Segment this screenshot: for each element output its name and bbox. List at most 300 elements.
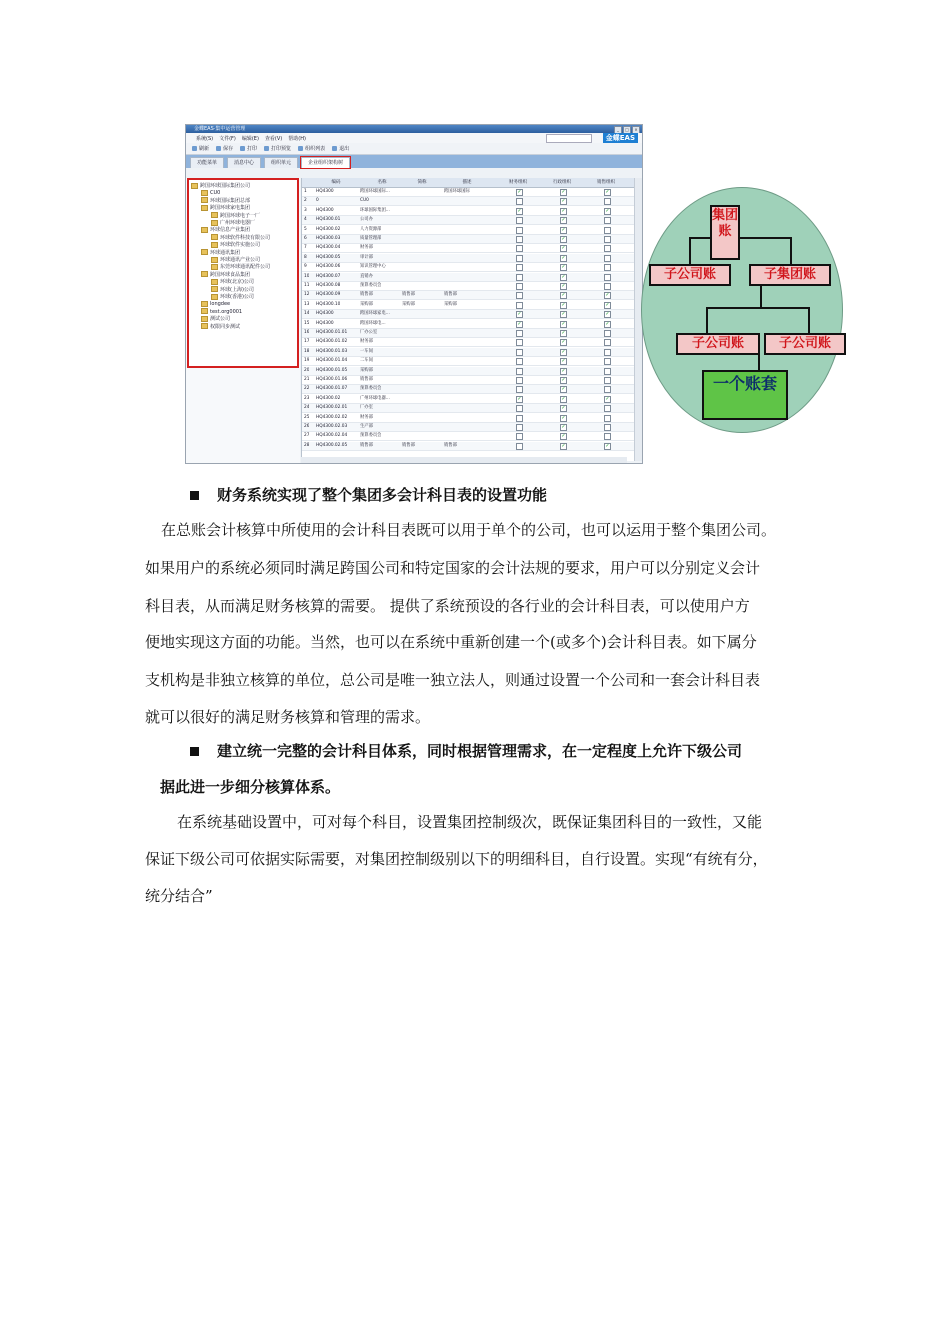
table-row[interactable] — [302, 254, 635, 263]
code-cell: HQ4300.01.06 — [316, 377, 348, 382]
save-icon — [216, 146, 221, 151]
row-number: 8 — [304, 254, 307, 260]
checkbox[interactable] — [516, 292, 523, 299]
checkbox[interactable]: ✓ — [561, 207, 566, 214]
checkbox[interactable] — [516, 405, 523, 412]
name-cell: 公司办 — [360, 217, 373, 223]
folder-icon — [211, 242, 218, 248]
code-cell: 0 — [316, 198, 319, 204]
table-row[interactable] — [302, 395, 635, 404]
tab-message-center[interactable]: 消息中心 — [227, 157, 261, 168]
exit-button[interactable] — [332, 145, 349, 152]
org-list-label: 组织列表 — [305, 146, 326, 152]
checkbox[interactable] — [516, 302, 523, 309]
column-header[interactable]: 简称 — [417, 180, 427, 185]
code-cell: HQ4300.01.03 — [316, 348, 348, 354]
checkbox[interactable]: ✓ — [561, 405, 566, 412]
name-cell: 财务部 — [360, 245, 373, 251]
tree-node[interactable] — [201, 323, 240, 331]
checkbox[interactable] — [516, 274, 523, 281]
code-cell: HQ4300.06 — [316, 264, 341, 270]
checkbox[interactable]: ✓ — [561, 311, 566, 318]
tree-node-label: 环球信息产业集团 — [210, 227, 251, 234]
table-row[interactable] — [302, 273, 635, 282]
brand-logo: 金蝶EAS — [603, 133, 638, 143]
menu-bar — [186, 133, 642, 143]
checkbox[interactable] — [516, 358, 523, 365]
menu-help[interactable]: 帮助(H) — [288, 135, 306, 142]
checkbox[interactable] — [604, 217, 611, 224]
column-header[interactable]: 销售组织 — [597, 180, 615, 185]
name-cell: 跨国环球家电... — [360, 311, 390, 317]
name-cell: 跨国环球国际... — [360, 189, 390, 194]
code-cell: HQ4300.01.01 — [316, 330, 348, 335]
checkbox[interactable] — [516, 283, 523, 290]
checkbox[interactable] — [516, 339, 523, 346]
code-cell: HQ4300.02.01 — [316, 405, 348, 411]
checkbox[interactable]: ✓ — [605, 311, 610, 318]
connector — [689, 237, 691, 265]
table-row[interactable] — [302, 310, 635, 319]
checkbox[interactable]: ✓ — [561, 217, 566, 224]
checkbox[interactable]: ✓ — [561, 301, 566, 308]
table-row[interactable] — [302, 432, 635, 441]
name-cell: 生产部 — [360, 424, 373, 429]
checkbox[interactable]: ✓ — [561, 198, 566, 205]
checkbox[interactable]: ✓ — [605, 320, 610, 327]
checkbox[interactable] — [604, 358, 611, 365]
preview-icon — [264, 146, 269, 151]
checkbox[interactable] — [604, 386, 611, 393]
toolbar — [186, 143, 642, 155]
window-titlebar — [186, 125, 642, 133]
table-row[interactable] — [302, 376, 635, 385]
row-number: 22 — [304, 386, 310, 392]
column-header[interactable]: 名称 — [377, 180, 387, 185]
checkbox[interactable] — [516, 415, 523, 422]
heading-2 — [190, 742, 742, 761]
org-tree — [187, 178, 299, 368]
row-number: 1 — [304, 189, 307, 194]
checkbox[interactable]: ✓ — [605, 207, 610, 214]
name-cell: 人力资源部 — [360, 226, 382, 232]
checkbox[interactable] — [604, 424, 611, 431]
row-number: 9 — [304, 264, 307, 270]
row-number: 4 — [304, 217, 307, 223]
checkbox[interactable]: ✓ — [561, 424, 566, 430]
print-icon — [240, 146, 245, 151]
tree-node-label: 测试公司 — [210, 316, 231, 323]
checkbox[interactable]: ✓ — [517, 189, 522, 195]
checkbox[interactable] — [516, 349, 523, 356]
checkbox[interactable] — [604, 227, 611, 234]
square-bullet-icon — [190, 747, 199, 756]
code-cell: HQ4300.01.05 — [316, 367, 348, 373]
checkbox[interactable]: ✓ — [605, 301, 610, 308]
checkbox[interactable]: ✓ — [605, 292, 610, 299]
row-number: 27 — [304, 433, 310, 439]
checkbox[interactable]: ✓ — [561, 330, 566, 336]
table-row[interactable] — [302, 367, 635, 376]
checkbox[interactable] — [604, 405, 611, 412]
tree-node-label: 广州环球电器厂 — [220, 220, 256, 226]
folder-icon — [211, 294, 218, 300]
name-cell: 预算委员会 — [360, 433, 382, 439]
row-number: 25 — [304, 414, 310, 420]
print-label: 打印 — [247, 146, 258, 152]
maximize-icon[interactable]: □ — [623, 126, 631, 134]
search-input[interactable] — [546, 134, 592, 143]
table-row[interactable] — [302, 235, 635, 244]
sub-company-ledger-box: 子公司账 — [764, 333, 846, 355]
connector — [706, 307, 708, 335]
table-row[interactable] — [302, 282, 635, 291]
org-list-icon — [298, 146, 303, 151]
checkbox[interactable] — [604, 433, 611, 440]
checkbox[interactable] — [516, 386, 523, 393]
tree-node-label: CU0 — [210, 190, 221, 197]
checkbox[interactable]: ✓ — [561, 377, 566, 383]
folder-icon — [211, 234, 218, 240]
checkbox[interactable] — [516, 255, 523, 262]
print-button[interactable] — [240, 145, 257, 152]
table-row[interactable] — [302, 329, 635, 338]
checkbox[interactable] — [604, 198, 611, 205]
connector — [754, 237, 792, 239]
p1-line: 科目表，从而满足财务核算的需要。 提供了系统预设的各行业的会计科目表，可以使用户方 — [145, 597, 750, 615]
name-cell: 广州环球电器... — [360, 395, 390, 401]
tree-node-label: 环球软件实施公司 — [220, 242, 261, 249]
table-row[interactable] — [302, 357, 635, 366]
row-number: 17 — [304, 339, 310, 345]
table-row[interactable] — [302, 244, 635, 253]
table-row[interactable] — [302, 385, 635, 394]
name-cell: 审计部 — [360, 254, 373, 260]
table-row[interactable] — [302, 442, 635, 451]
save-label: 保存 — [223, 146, 234, 152]
row-number: 26 — [304, 424, 310, 429]
table-row[interactable] — [302, 216, 635, 225]
heading-1 — [190, 486, 547, 505]
code-cell: HQ4300.01.07 — [316, 386, 348, 392]
folder-icon — [201, 271, 208, 277]
name-cell: 采购部 — [360, 301, 373, 307]
column-header[interactable]: 行政组织 — [553, 180, 571, 185]
table-row[interactable] — [302, 291, 635, 300]
p2-line: 统分结合” — [145, 887, 213, 905]
checkbox[interactable]: ✓ — [561, 292, 566, 299]
name-cell: 财务部 — [360, 339, 373, 345]
folder-icon — [201, 316, 208, 322]
org-grid — [301, 178, 635, 461]
tree-node-label: 环球软件科技有限公司 — [220, 234, 271, 241]
row-number: 3 — [304, 207, 307, 213]
name-cell: 直销办 — [360, 273, 373, 279]
folder-icon — [201, 249, 208, 255]
menu-edit[interactable]: 编辑(E) — [241, 135, 259, 142]
tree-node-label: 跨国环球家电集团 — [210, 205, 251, 212]
tree-node-label: 环球(香港)公司 — [220, 294, 254, 300]
row-number: 11 — [304, 283, 310, 288]
name-cell: 预算委员会 — [360, 386, 382, 392]
table-row[interactable] — [302, 404, 635, 413]
column-header[interactable]: 编码 — [331, 180, 341, 185]
checkbox[interactable]: ✓ — [561, 245, 566, 252]
row-number: 10 — [304, 273, 310, 279]
tree-node-label: longdee — [210, 301, 231, 308]
checkbox[interactable] — [604, 377, 611, 384]
row-number: 23 — [304, 395, 310, 401]
tree-node-label: 跨国环球国际集团公司 — [200, 183, 251, 189]
tree-node[interactable] — [191, 182, 250, 190]
short-name-cell: 销售部 — [402, 442, 415, 448]
checkbox[interactable] — [516, 433, 523, 440]
tree-node-label: 环球(上海)公司 — [220, 286, 254, 293]
one-account-set-box: 一个账套 — [702, 370, 788, 420]
sub-company-ledger-box: 子公司账 — [676, 333, 760, 355]
menu-view[interactable]: 查看(V) — [264, 135, 283, 142]
table-row[interactable] — [302, 188, 635, 197]
checkbox[interactable] — [604, 283, 611, 290]
code-cell: HQ4300.02.02 — [316, 414, 348, 420]
row-number: 5 — [304, 226, 307, 232]
checkbox[interactable] — [604, 349, 611, 356]
save-button[interactable] — [216, 145, 233, 152]
code-cell: HQ4300 — [316, 189, 334, 194]
code-cell: HQ4300.09 — [316, 292, 341, 298]
folder-icon — [201, 205, 208, 211]
folder-icon — [191, 183, 198, 189]
checkbox[interactable]: ✓ — [561, 254, 566, 261]
erp-screenshot — [185, 124, 643, 464]
code-cell: HQ4300.05 — [316, 254, 341, 260]
tab-org-tree[interactable]: 企业组织架构树 — [301, 157, 350, 168]
checkbox[interactable]: ✓ — [561, 283, 566, 289]
description-cell: 销售部 — [444, 292, 457, 298]
table-row[interactable] — [302, 226, 635, 235]
name-cell: 厂办室 — [360, 405, 373, 411]
square-bullet-icon — [190, 491, 199, 500]
code-cell: HQ4300 — [316, 320, 334, 326]
checkbox[interactable] — [516, 377, 523, 384]
checkbox[interactable]: ✓ — [605, 395, 610, 402]
heading-2-text: 建立统一完整的会计科目体系，同时根据管理需求，在一定程度上允许下级公司 — [217, 742, 743, 760]
folder-icon — [201, 308, 208, 314]
grid-header — [302, 178, 635, 188]
row-number: 6 — [304, 236, 307, 241]
table-row[interactable] — [302, 207, 635, 216]
code-cell: HQ4300 — [316, 207, 334, 213]
checkbox[interactable]: ✓ — [517, 311, 522, 318]
checkbox[interactable]: ✓ — [561, 273, 566, 280]
checkbox[interactable]: ✓ — [561, 226, 566, 233]
folder-icon — [211, 212, 218, 218]
row-number: 14 — [304, 311, 310, 317]
name-cell: 环球国际集团... — [360, 207, 390, 213]
folder-icon — [211, 264, 218, 270]
code-cell: HQ4300.04 — [316, 245, 341, 251]
folder-icon — [201, 190, 208, 196]
checkbox[interactable] — [516, 217, 523, 224]
checkbox[interactable]: ✓ — [561, 339, 566, 346]
code-cell: HQ4300.02 — [316, 395, 341, 401]
checkbox[interactable] — [604, 368, 611, 375]
table-row[interactable] — [302, 301, 635, 310]
description-cell: 采购部 — [444, 301, 457, 307]
tree-node-label: 跨国环球电子一厂 — [220, 212, 261, 219]
tab-function-menu[interactable]: 功能菜单 — [190, 157, 224, 168]
row-number: 15 — [304, 320, 310, 326]
checkbox[interactable]: ✓ — [561, 386, 566, 393]
tree-node-label: 环球通讯产业公司 — [220, 257, 261, 263]
table-row[interactable] — [302, 197, 635, 206]
tree-node-label: 跨国环球食品集团 — [210, 271, 251, 278]
checkbox[interactable]: ✓ — [517, 395, 522, 402]
checkbox[interactable] — [604, 255, 611, 262]
exit-icon — [332, 146, 337, 151]
checkbox[interactable]: ✓ — [561, 320, 566, 327]
checkbox[interactable]: ✓ — [517, 320, 522, 327]
checkbox[interactable]: ✓ — [561, 414, 566, 421]
name-cell: 厂办公室 — [360, 330, 378, 335]
row-number: 12 — [304, 292, 310, 298]
checkbox[interactable]: ✓ — [561, 395, 566, 402]
p1-line: 便地实现这方面的功能。当然，也可以在系统中重新创建一个(或多个)会计科目表。如下属分 — [145, 633, 757, 651]
row-number: 21 — [304, 377, 310, 382]
code-cell: HQ4300.10 — [316, 301, 341, 307]
checkbox[interactable]: ✓ — [605, 189, 610, 195]
checkbox[interactable]: ✓ — [561, 189, 566, 195]
sub-company-ledger-box: 子公司账 — [649, 264, 731, 286]
checkbox[interactable] — [604, 245, 611, 252]
minimize-icon[interactable]: _ — [614, 126, 622, 134]
refresh-icon — [192, 146, 197, 151]
name-cell: 预算委员会 — [360, 283, 382, 288]
checkbox[interactable] — [604, 330, 611, 337]
connector — [790, 237, 792, 265]
name-cell: 销售部 — [360, 442, 373, 448]
checkbox[interactable] — [516, 236, 523, 243]
tab-bar — [186, 155, 642, 168]
checkbox[interactable]: ✓ — [561, 264, 566, 271]
menu-system[interactable]: 系统(S) — [196, 135, 214, 142]
refresh-button[interactable] — [192, 145, 209, 152]
code-cell: HQ4300.01.02 — [316, 339, 348, 345]
name-cell: 财务部 — [360, 414, 373, 420]
row-number: 13 — [304, 301, 310, 307]
exit-label: 退出 — [339, 146, 350, 152]
checkbox[interactable] — [604, 264, 611, 271]
column-header[interactable]: 描述 — [462, 180, 472, 185]
tree-node-label: test.org0001 — [210, 308, 243, 315]
close-icon[interactable]: × — [632, 126, 640, 134]
name-cell: 一车间 — [360, 348, 373, 354]
menu-file[interactable]: 文件(F) — [219, 135, 236, 142]
table-row[interactable] — [302, 414, 635, 423]
checkbox[interactable]: ✓ — [561, 348, 566, 355]
code-cell: HQ4300.02.05 — [316, 442, 348, 448]
print-preview-button[interactable] — [264, 145, 291, 152]
checkbox[interactable] — [516, 227, 523, 234]
checkbox[interactable] — [604, 236, 611, 243]
tab-org-unit[interactable]: 组织单元 — [264, 157, 298, 168]
table-row[interactable] — [302, 423, 635, 432]
table-row[interactable] — [302, 338, 635, 347]
code-cell: HQ4300.01 — [316, 217, 341, 223]
column-header[interactable]: 财务组织 — [509, 180, 527, 185]
p1-line: 在总账会计核算中所使用的会计科目表既可以用于单个的公司，也可以运用于整个集团公司。 — [161, 521, 777, 539]
table-row[interactable] — [302, 348, 635, 357]
row-number: 7 — [304, 245, 307, 251]
print-preview-label: 打印预览 — [271, 146, 292, 152]
code-cell: HQ4300.08 — [316, 283, 341, 288]
checkbox[interactable] — [516, 245, 523, 252]
group-ledger-box: 集团账 — [710, 205, 740, 260]
table-row[interactable] — [302, 263, 635, 272]
code-cell: HQ4300 — [316, 311, 334, 317]
p2-line: 保证下级公司可依据实际需要，对集团控制级别以下的明细科目，自行设置。实现“有统有分， — [145, 850, 768, 868]
checkbox[interactable]: ✓ — [561, 367, 566, 374]
short-name-cell: 销售部 — [402, 292, 415, 298]
horizontal-scrollbar[interactable] — [301, 457, 627, 463]
name-cell: 销售部 — [360, 292, 373, 298]
heading-1-text: 财务系统实现了整个集团多会计科目表的设置功能 — [217, 486, 548, 504]
row-number: 16 — [304, 330, 310, 335]
code-cell: HQ4300.07 — [316, 273, 341, 279]
org-list-button[interactable] — [298, 145, 325, 152]
tree-node-label: 环球国际集团总部 — [210, 197, 251, 204]
checkbox[interactable] — [516, 443, 523, 450]
checkbox[interactable]: ✓ — [561, 442, 566, 449]
description-cell: 销售部 — [444, 442, 457, 448]
row-number: 18 — [304, 348, 310, 354]
checkbox[interactable] — [516, 330, 523, 337]
code-cell: HQ4300.02.03 — [316, 424, 348, 429]
connector — [808, 307, 810, 335]
folder-icon — [201, 227, 208, 233]
row-number: 19 — [304, 358, 310, 364]
folder-icon — [201, 197, 208, 203]
tree-node-label: 环球通讯集团 — [210, 249, 241, 256]
short-name-cell: 采购部 — [402, 301, 415, 307]
code-cell: HQ4300.01.04 — [316, 358, 348, 364]
checkbox[interactable]: ✓ — [561, 358, 566, 365]
checkbox[interactable] — [604, 274, 611, 281]
table-row[interactable] — [302, 320, 635, 329]
checkbox[interactable] — [604, 415, 611, 422]
connector — [706, 307, 810, 309]
description-cell: 跨国环球国际 — [444, 189, 470, 194]
tree-node-label: 环球(北京)公司 — [220, 279, 254, 286]
folder-icon — [211, 286, 218, 292]
folder-icon — [211, 257, 218, 263]
checkbox[interactable] — [604, 339, 611, 346]
checkbox[interactable] — [516, 368, 523, 375]
checkbox[interactable] — [516, 198, 523, 205]
checkbox[interactable]: ✓ — [517, 207, 522, 214]
name-cell: 销售部 — [360, 377, 373, 382]
checkbox[interactable]: ✓ — [605, 442, 610, 449]
checkbox[interactable] — [516, 424, 523, 431]
p2-line: 在系统基础设置中，可对每个科目，设置集团控制级次，既保证集团科目的一致性，又能 — [177, 813, 763, 831]
p1-line: 支机构是非独立核算的单位，总公司是唯一独立法人，则通过设置一个公司和一套会计科目表 — [145, 671, 761, 689]
folder-icon — [201, 323, 208, 329]
folder-icon — [211, 279, 218, 285]
checkbox[interactable] — [516, 264, 523, 271]
checkbox[interactable]: ✓ — [561, 236, 566, 242]
checkbox[interactable]: ✓ — [561, 433, 566, 440]
name-cell: 跨国环球电... — [360, 320, 386, 326]
